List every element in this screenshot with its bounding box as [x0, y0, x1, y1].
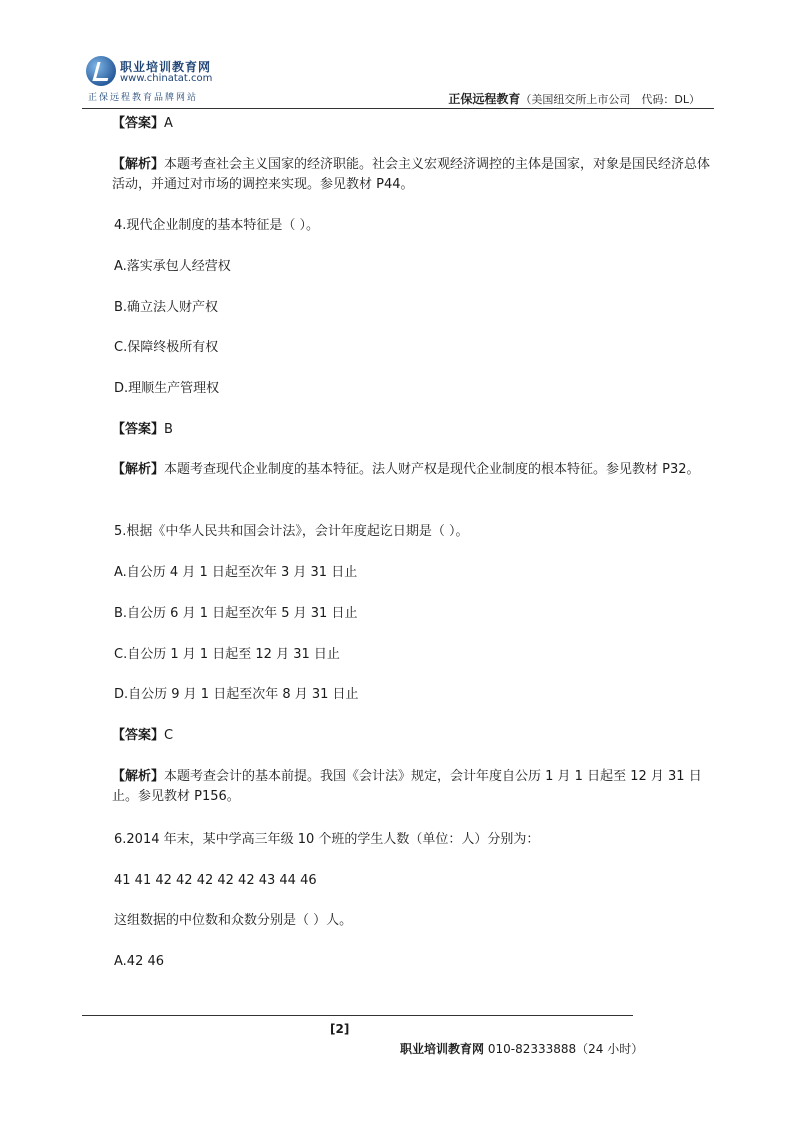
header-brand: 正保远程教育 — [448, 92, 521, 106]
page-number: [2] — [330, 1022, 350, 1036]
question-6-data: 41 41 42 42 42 42 42 43 44 46 — [114, 873, 317, 888]
question-4-option-d: D.理顺生产管理权 — [114, 381, 220, 396]
header-divider — [82, 108, 714, 109]
question-5-option-a: A.自公历 4 月 1 日起至次年 3 月 31 日止 — [114, 565, 358, 580]
analysis-text: 本题考查社会主义国家的经济职能。社会主义宏观经济调控的主体是国家，对象是国民经济总体活动，并通过对市场的调控来实现。参见教材 P44。 — [112, 157, 711, 192]
logo — [82, 52, 252, 104]
footer-divider — [82, 1015, 633, 1016]
logo-emblem-icon — [86, 56, 116, 86]
answer-value: A — [164, 116, 173, 131]
header-company — [448, 90, 700, 107]
analysis-5 — [112, 767, 712, 807]
answer-label: 【答案】 — [112, 422, 165, 437]
analysis-3 — [112, 155, 712, 195]
analysis-label: 【解析】 — [112, 462, 165, 477]
answer-4 — [112, 420, 173, 440]
question-5-option-c: C.自公历 1 月 1 日起至 12 月 31 日止 — [114, 647, 340, 662]
analysis-label: 【解析】 — [112, 157, 165, 172]
question-4-option-a: A.落实承包人经营权 — [114, 259, 231, 274]
question-4: 4.现代企业制度的基本特征是（ ）。 — [114, 218, 320, 233]
page-header — [82, 52, 714, 110]
answer-value: B — [164, 422, 173, 437]
question-4-option-b: B.确立法人财产权 — [114, 300, 219, 315]
question-5-option-b: B.自公历 6 月 1 日起至次年 5 月 31 日止 — [114, 606, 358, 621]
answer-5 — [112, 726, 173, 746]
analysis-4 — [112, 460, 712, 480]
logo-slogan: 正保远程教育品牌网站 — [88, 93, 199, 103]
analysis-text: 本题考查会计的基本前提。我国《会计法》规定，会计年度自公历 1 月 1 日起至 12 月 31 日止。参见教材 P156。 — [112, 769, 702, 804]
question-5: 5.根据《中华人民共和国会计法》，会计年度起讫日期是（ ）。 — [114, 524, 469, 539]
footer-phone: 010-82333888（24 小时） — [484, 1042, 644, 1056]
analysis-label: 【解析】 — [112, 769, 165, 784]
question-6-option-a: A.42 46 — [114, 954, 165, 969]
answer-3 — [112, 114, 173, 134]
header-company-note: （美国纽交所上市公司 代码：DL） — [520, 93, 700, 106]
logo-title: 职业培训教育网 — [120, 60, 212, 74]
answer-label: 【答案】 — [112, 728, 165, 743]
footer-brand: 职业培训教育网 — [400, 1042, 485, 1056]
answer-label: 【答案】 — [112, 116, 165, 131]
question-6: 6.2014 年末，某中学高三年级 10 个班的学生人数（单位：人）分别为： — [114, 832, 540, 847]
footer-contact — [400, 1040, 643, 1057]
analysis-text: 本题考查现代企业制度的基本特征。法人财产权是现代企业制度的根本特征。参见教材 P32。 — [164, 462, 700, 477]
question-4-option-c: C.保障终极所有权 — [114, 340, 219, 355]
question-5-option-d: D.自公历 9 月 1 日起至次年 8 月 31 日止 — [114, 687, 359, 702]
answer-value: C — [164, 728, 174, 743]
logo-url: www.chinatat.com — [120, 73, 213, 84]
question-6-ask: 这组数据的中位数和众数分别是（ ）人。 — [114, 913, 353, 928]
